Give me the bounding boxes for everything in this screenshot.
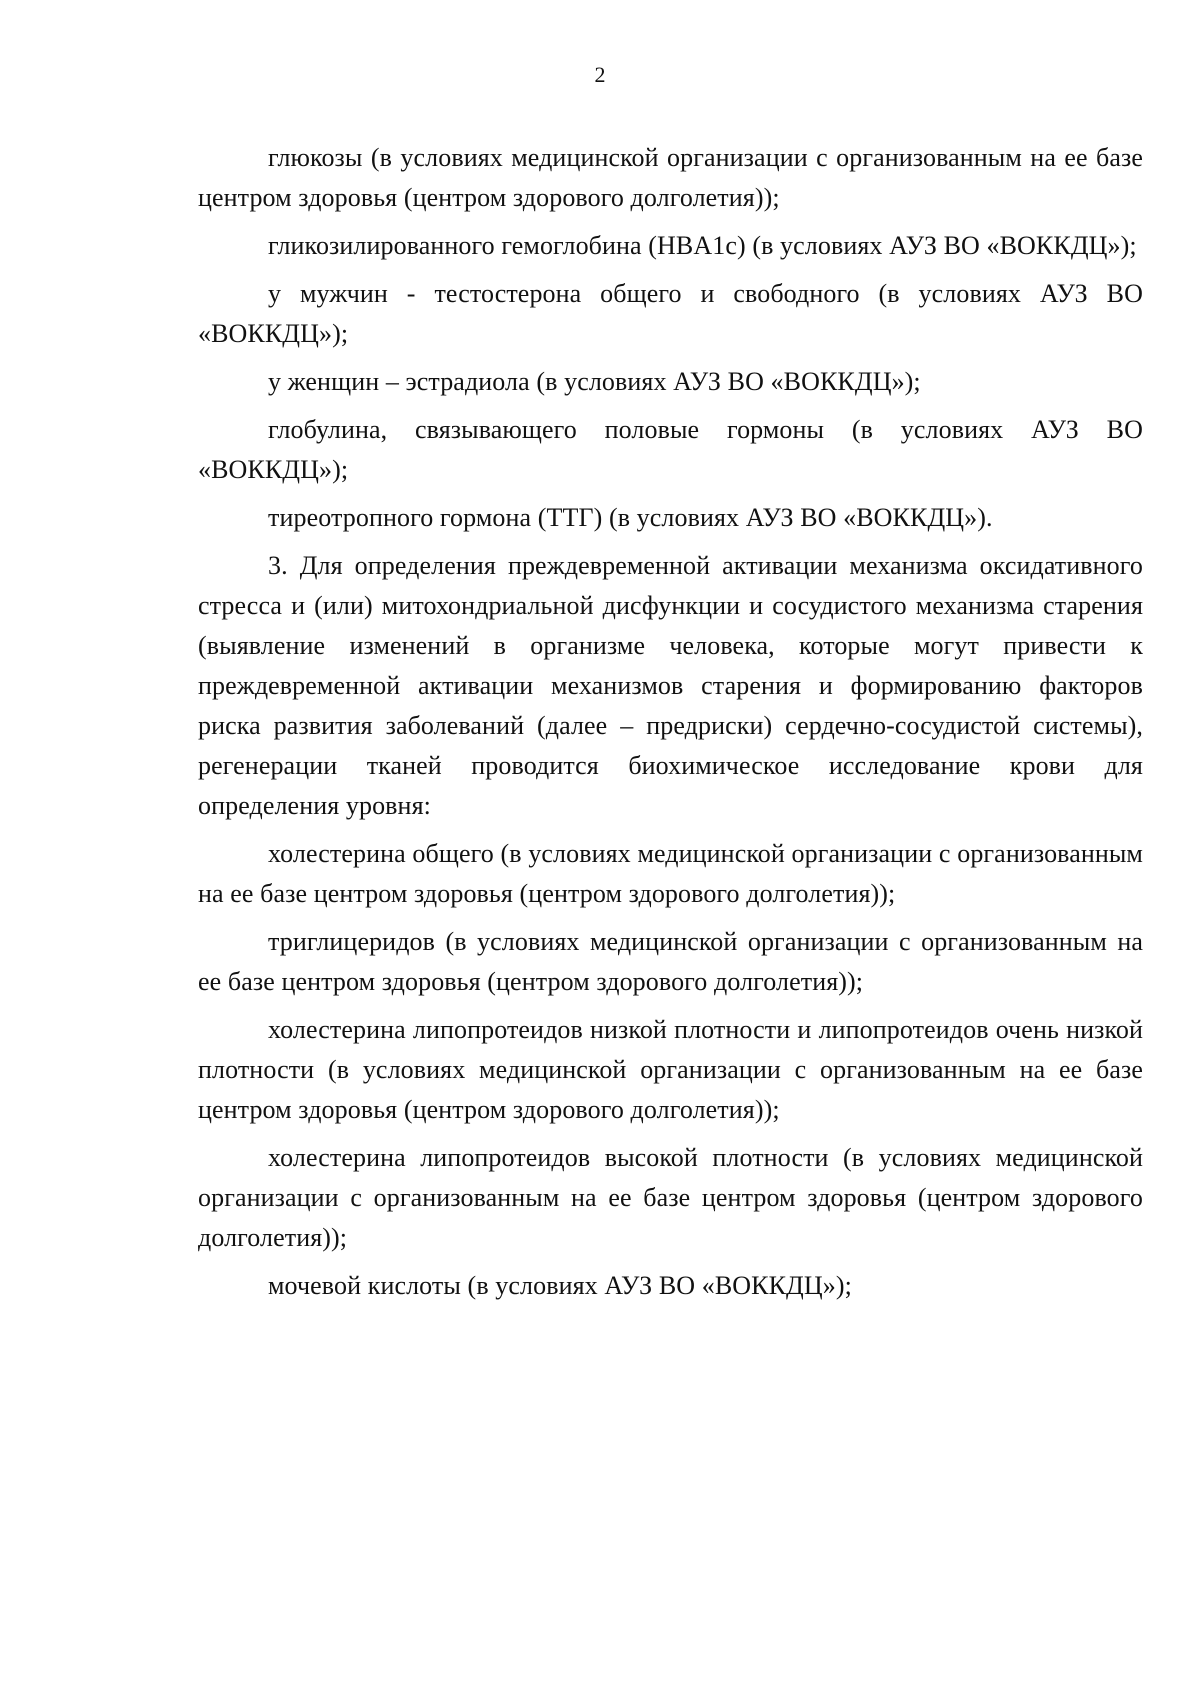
paragraph-estradiol: у женщин – эстрадиола (в условиях АУЗ ВО «ВОККДЦ»);: [268, 367, 921, 396]
paragraph-testosterone: у мужчин - тестостерона общего и свободного (в условиях АУЗ ВО «ВОККДЦ»);: [198, 279, 1143, 348]
document-body: [198, 138, 1143, 1314]
paragraph-section-3: 3. Для определения преждевременной активации механизма оксидативного стресса и (или) митохондриальной дисфункции и сосудистого механизма старения (выявление изменений в организме человека, которые могут привести к преждевременной активации механизмов старения и формированию факторов риска развития заболеваний (далее – предриски) сердечно-сосудистой системы), регенерации тканей проводится биохимическое исследование крови для определения уровня:: [198, 551, 1143, 820]
page-number: 2: [594, 62, 606, 87]
paragraph-triglycerides: триглицеридов (в условиях медицинской организации с организованным на ее базе центром здоровья (центром здорового долголетия));: [198, 927, 1143, 996]
paragraph-shbg: глобулина, связывающего половые гормоны (в условиях АУЗ ВО «ВОККДЦ»);: [198, 415, 1143, 484]
paragraph-ldl-vldl: холестерина липопротеидов низкой плотности и липопротеидов очень низкой плотности (в условиях медицинской организации с организованным на ее базе центром здоровья (центром здорового долголетия));: [198, 1015, 1143, 1124]
paragraph-tsh: тиреотропного гормона (ТТГ) (в условиях АУЗ ВО «ВОККДЦ»).: [268, 503, 993, 532]
paragraph-hba1c: гликозилированного гемоглобина (HBA1c) (в условиях АУЗ ВО «ВОККДЦ»);: [268, 231, 1137, 260]
paragraph-uric-acid: мочевой кислоты (в условиях АУЗ ВО «ВОККДЦ»);: [268, 1271, 852, 1300]
paragraph-glucose: глюкозы (в условиях медицинской организации с организованным на ее базе центром здоровья (центром здорового долголетия));: [198, 143, 1143, 212]
paragraph-total-cholesterol: холестерина общего (в условиях медицинской организации с организованным на ее базе центром здоровья (центром здорового долголетия));: [198, 839, 1143, 908]
paragraph-hdl: холестерина липопротеидов высокой плотности (в условиях медицинской организации с организованным на ее базе центром здоровья (центром здорового долголетия));: [198, 1143, 1143, 1252]
